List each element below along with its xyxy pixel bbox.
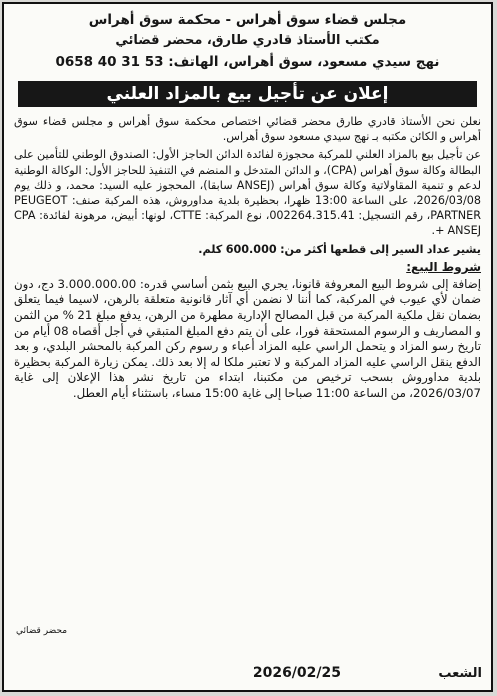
- publication-date: 2026/02/25: [252, 665, 341, 681]
- header-office-line: مكتب الأستاذ قادري طارق، محضر قضائي: [115, 33, 380, 48]
- bailiff-signature: محضر قضائي: [16, 626, 68, 636]
- conditions-paragraph: إضافة إلى شروط البيع المعروفة قانونا، يجري البيع بثمن أساسي قدره: 3.000.000.00 دج، دون ضمان لأي عيوب في المركبة، كما أننا لا نضمن أي آثار قانونية متعلقة بالرهن، لاسيما فيما يتعلق بضمان نقل ملكية المركبة من قبل المصالح الإدارية مطهرة من الرهن، يدفع مبلغ 21 % من الثمن و المصاريف و الرسوم المستحقة فورا، على أن يتم دفع المبلغ المتبقي في أجل أقصاه 08 أيام من تاريخ رسو المزاد و يتحمل الراسي عليه المزاد أعباء و رسوم ركن المركبة بالمحشر البلدي، و بعد الدفع ينقل الراسي عليه المزاد المركبة و لا تعتبر ملكا له إلا بعد ذلك. يمكن زيارة المركبة بحظيرة بلدية مداوروش بسحب ترخيص من مكتبنا، ابتداء من تاريخ نشر هذا الإعلان إلى غاية 2026/03/07، من الساعة 11:00 صباحا إلى غاية 15:00 مساء، باستثناء أيام العطل.: [14, 276, 481, 400]
- header-court-line: مجلس قضاء سوق أهراس - محكمة سوق أهراس: [88, 12, 407, 28]
- header-address-line: نهج سيدي مسعود، سوق أهراس، الهاتف: 53 31 40 0658: [55, 54, 440, 70]
- intro-paragraph: نعلن نحن الأستاذ قادري طارق محضر قضائي اختصاص محكمة سوق أهراس و مجلس قضاء سوق أهراس و الكائن مكتبه بـ نهج سيدي مسعود سوق أهراس.: [14, 115, 481, 144]
- publication-footer: [4, 662, 491, 684]
- notice-title: إعلان عن تأجيل بيع بالمزاد العلني: [18, 81, 477, 107]
- conditions-heading: شروط البيع:: [406, 259, 481, 274]
- notice-page: [2, 2, 493, 692]
- newspaper-name: الشعب: [438, 666, 482, 681]
- notice-body: [4, 107, 491, 402]
- sale-paragraph: عن تأجيل بيع بالمزاد العلني للمركبة محجوزة لفائدة الدائن الحاجز الأول: الصندوق الوطني للتأمين على البطالة وكالة سوق أهراس (CPA)، و الدائن المتدخل و المنضم في التنفيذ للحاجز الأول: الوكالة الوطنية لدعم و تنمية المقاولاتية وكالة سوق أهراس (ANSEJ سابقا)، المحجوز عليه السيد: محمد، و ذلك يوم 2026/03/08، على الساعة 13:00 ظهرا، بحظيرة بلدية مداوروش، هذه المركبة صنف: PEUGEOT PARTNER، رقم التسجيل: 002264.315.41، نوع المركبة: CTTE، لونها: أبيض، مرهونة لفائدة: CPA + ANSEJ.: [14, 148, 481, 238]
- odometer-paragraph: يشير عداد السير إلى قطعها أكثر من: 600.000 كلم.: [198, 242, 481, 256]
- notice-header: [4, 11, 491, 72]
